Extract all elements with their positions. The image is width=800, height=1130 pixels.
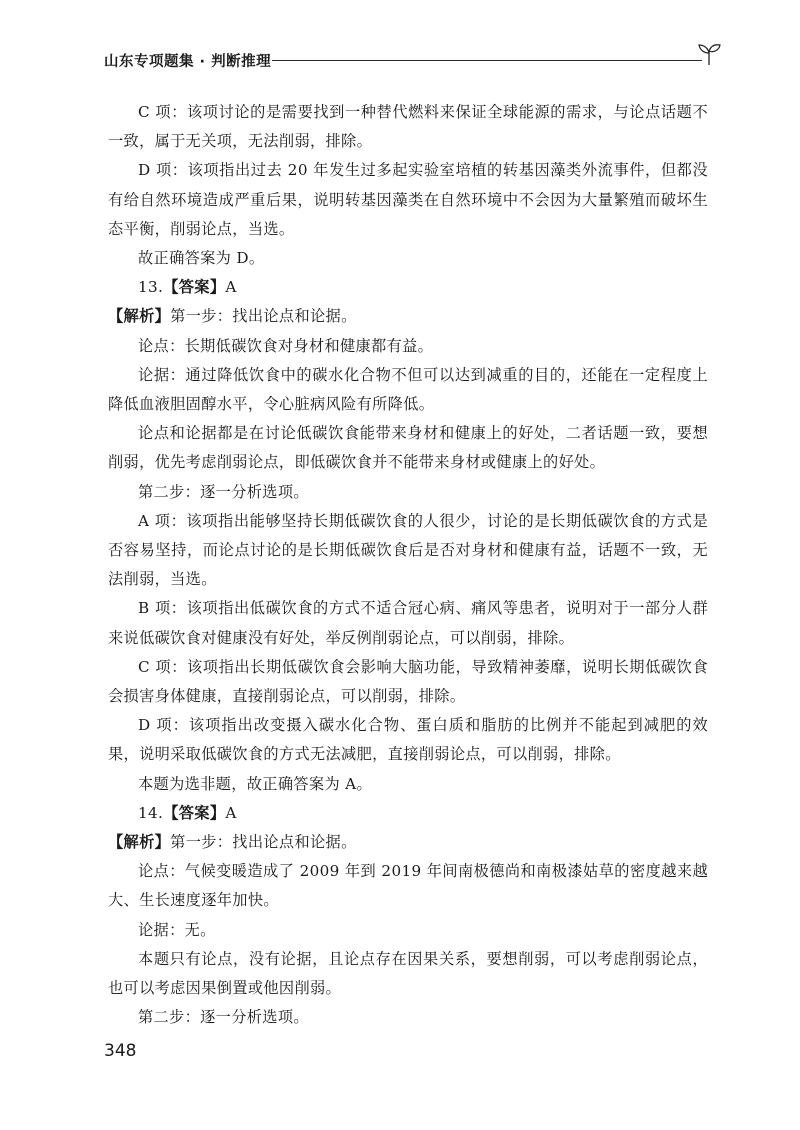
paragraph-option-d: D 项：该项指出改变摄入碳水化合物、蛋白质和脂肪的比例并不能起到减肥的效果，说明采取低碳饮食的方式无法减肥，直接削弱论点，可以削弱，排除。 xyxy=(108,716,708,764)
answer-tag: 【答案】 xyxy=(163,803,226,822)
analysis-text: 第一步：找出论点和论据。 xyxy=(170,833,357,852)
analysis-tag: 【解析】 xyxy=(108,307,171,326)
question-number: 14. xyxy=(138,803,164,822)
answer-value: A xyxy=(225,803,237,822)
analysis-text: 第一步：找出论点和论据。 xyxy=(170,307,357,326)
paragraph-argument: 论点：长期低碳饮食对身材和健康都有益。 xyxy=(138,336,434,355)
paragraph-step-two-14: 第二步：逐一分析选项。 xyxy=(138,1008,309,1027)
answer-tag: 【答案】 xyxy=(163,278,226,297)
header-title: 山东专项题集 · 判断推理 xyxy=(104,54,272,70)
paragraph-argument-14: 论点：气候变暖造成了 2009 年到 2019 年间南极德尚和南极漆姑草的密度越来越大、生长速度逐年加快。 xyxy=(108,862,708,910)
analysis-tag: 【解析】 xyxy=(108,833,171,852)
analysis-heading-14 xyxy=(108,828,708,857)
paragraph-step-two: 第二步：逐一分析选项。 xyxy=(138,482,309,501)
sprout-icon xyxy=(696,42,722,66)
question-number: 13. xyxy=(138,278,164,297)
page-body xyxy=(108,98,708,1033)
page-number: 348 xyxy=(104,1041,137,1061)
paragraph-d-option: D 项：该项指出过去 20 年发生过多起实验室培植的转基因藻类外流事件，但都没有给自然环境造成严重后果，说明转基因藻类在自然环境中不会因为大量繁殖而破坏生态平衡，削弱论点，当选。 xyxy=(108,161,708,238)
paragraph-answer-12: 故正确答案为 D。 xyxy=(138,249,265,268)
answer-heading-13 xyxy=(108,273,708,302)
paragraph-relation: 论点和论据都是在讨论低碳饮食能带来身材和健康上的好处，二者话题一致，要想削弱，优先考虑削弱论点，即低碳饮食并不能带来身材或健康上的好处。 xyxy=(108,424,708,472)
paragraph-answer-13: 本题为选非题，故正确答案为 A。 xyxy=(138,774,373,793)
paragraph-c-option: C 项：该项讨论的是需要找到一种替代燃料来保证全球能源的需求，与论点话题不一致，属于无关项，无法削弱，排除。 xyxy=(108,103,708,151)
paragraph-option-a: A 项：该项指出能够坚持长期低碳饮食的人很少，讨论的是长期低碳饮食的方式是否容易坚持，而论点讨论的是长期低碳饮食后是否对身材和健康有益，话题不一致，无法削弱，当选。 xyxy=(108,511,708,589)
paragraph-evidence: 论据：通过降低饮食中的碳水化合物不但可以达到减重的目的，还能在一定程度上降低血液胆固醇水平，令心脏病风险有所降低。 xyxy=(108,365,708,414)
paragraph-option-c: C 项：该项指出长期低碳饮食会影响大脑功能，导致精神萎靡，说明长期低碳饮食会损害身体健康，直接削弱论点，可以削弱，排除。 xyxy=(108,657,708,706)
paragraph-evidence-14: 论据：无。 xyxy=(138,920,216,939)
analysis-heading-13 xyxy=(108,302,708,331)
answer-heading-14 xyxy=(108,799,708,828)
running-header xyxy=(104,42,724,76)
paragraph-strategy-14: 本题只有论点，没有论据，且论点存在因果关系，要想削弱，可以考虑削弱论点，也可以考虑因果倒置或他因削弱。 xyxy=(108,949,708,998)
paragraph-option-b: B 项：该项指出低碳饮食的方式不适合冠心病、痛风等患者，说明对于一部分人群来说低碳饮食对健康没有好处，举反例削弱论点，可以削弱，排除。 xyxy=(108,599,708,647)
answer-value: A xyxy=(225,278,237,297)
header-rule xyxy=(272,60,702,61)
